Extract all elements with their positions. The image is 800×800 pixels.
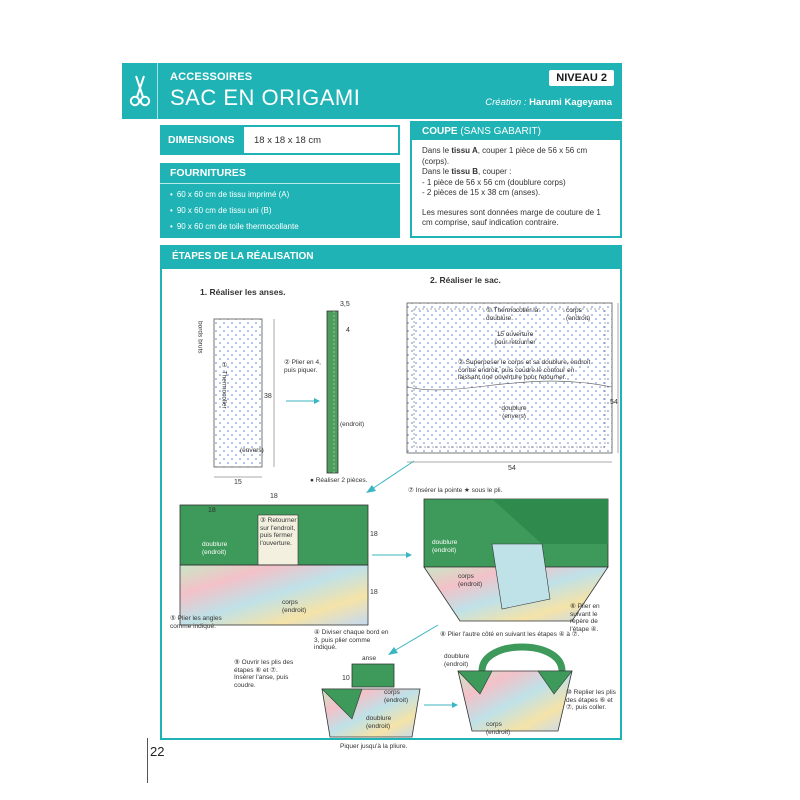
- steps-section: [160, 245, 622, 750]
- dim-18-left: 18: [208, 507, 216, 514]
- dimensions-label: DIMENSIONS: [162, 127, 244, 153]
- level-badge: NIVEAU 2: [549, 70, 614, 86]
- supply-item: • 60 x 60 cm de tissu imprimé (A): [170, 187, 390, 203]
- cut-instructions: [412, 140, 620, 235]
- credit-label: Création :: [485, 97, 530, 108]
- handle-strip-folded: [327, 311, 338, 473]
- dimensions-value: 18 x 18 x 18 cm: [254, 134, 322, 146]
- note-superposer: ② Superposer le corps et sa doublure, endroit contre endroit, puis coudre le contour en laissant une ouverture pour retourner.: [458, 359, 591, 381]
- note-retourner: ③ Retourner sur l'endroit, puis fermer l'ouverture.: [260, 517, 297, 547]
- page-number: 22: [150, 744, 165, 759]
- page-header: [122, 63, 622, 119]
- dim-54-bottom: 54: [508, 465, 516, 472]
- note-corps-endroit-3: corps (endroit): [458, 573, 483, 588]
- note-realiser-2: ● Réaliser 2 pièces.: [310, 477, 368, 484]
- note-ouverture: 15 ouverture pour retourner: [494, 331, 536, 346]
- note-inserer-pointe: ⑦ Insérer la pointe ★ sous le pli.: [408, 487, 503, 494]
- cut-subtitle: (SANS GABARIT): [460, 126, 541, 137]
- note-diviser: ④ Diviser chaque bord en 3, puis plier comme indiqué.: [314, 629, 389, 651]
- dim-18-lower: 18: [370, 589, 378, 596]
- credit-name: Harumi Kageyama: [529, 97, 612, 108]
- step1-heading: 1. Réaliser les anses.: [200, 287, 286, 297]
- dim-4: 4: [346, 327, 350, 334]
- steps-title: ÉTAPES DE LA RÉALISATION: [162, 247, 620, 269]
- cut-text: Dans le: [422, 167, 452, 176]
- cut-text: Dans le: [422, 146, 452, 155]
- supply-item: • 90 x 60 cm de tissu uni (B): [170, 203, 390, 219]
- cut-title-main: COUPE: [422, 126, 458, 137]
- note-endroit-handle: (endroit): [340, 421, 365, 428]
- note-plier-autre: ⑧ Plier l'autre côté en suivant les étapes ④ à ⑦.: [440, 631, 580, 638]
- dim-3-5: 3,5: [340, 301, 350, 308]
- note-thermocoller-doublure: ① Thermocoller la doublure.: [486, 307, 539, 322]
- supplies-list: [160, 184, 400, 238]
- cut-text: , couper :: [478, 167, 512, 176]
- note-doublure-endroit-4: doublure (endroit): [444, 653, 470, 668]
- note-anse: anse: [362, 655, 377, 662]
- bag-handle-insert: [352, 664, 394, 687]
- cut-text: , couper 1 pièce de 56 x 56 cm (corps).: [422, 146, 588, 166]
- dim-10: 10: [342, 675, 350, 682]
- scissors-icon: [122, 63, 158, 119]
- supply-item: • 90 x 60 cm de toile thermocollante: [170, 219, 390, 235]
- fabric-a: tissu A: [451, 146, 478, 155]
- supplies-box: [160, 163, 400, 238]
- dim-18-right: 18: [370, 531, 378, 538]
- note-replier: ⑩ Replier les plis des étapes ⑥ et ⑦, puis coller.: [566, 689, 616, 711]
- note-plier-repere: ⑥ Plier en suivant le repère de l'étape ④.: [570, 603, 600, 633]
- fabric-b: tissu B: [451, 167, 479, 176]
- note-doublure-endroit-3: doublure (endroit): [366, 715, 392, 730]
- note-piquer-pliure: Piquer jusqu'à la pliure.: [340, 743, 408, 750]
- page-margin-line: [147, 738, 148, 783]
- cut-text: - 2 pièces de 15 x 38 cm (anses).: [422, 188, 541, 197]
- page-title: SAC EN ORIGAMI: [170, 85, 361, 110]
- cut-box: [410, 121, 622, 238]
- note-doublure-envers: doublure (envers): [501, 405, 527, 420]
- steps-illustration: [162, 269, 620, 750]
- cut-title: [412, 123, 620, 140]
- note-plier-angles: ⑤ Plier les angles comme indiqué.: [170, 615, 222, 630]
- supplies-title: FOURNITURES: [160, 163, 400, 184]
- note-doublure-endroit-2: doublure (endroit): [432, 539, 458, 554]
- dim-38: 38: [264, 393, 272, 400]
- note-thermocoller-strip: ① Thermocoller: [220, 361, 228, 409]
- finished-bag-handle: [482, 647, 562, 671]
- credit: [485, 97, 612, 108]
- note-plier-en-4: ② Plier en 4, puis piquer.: [284, 359, 321, 374]
- step2-heading: 2. Réaliser le sac.: [430, 275, 501, 285]
- note-envers: (envers): [240, 447, 264, 454]
- dim-15: 15: [234, 479, 242, 486]
- note-corps-endroit-2: corps (endroit): [282, 599, 307, 614]
- category-label: ACCESSOIRES: [170, 71, 253, 83]
- note-ouvrir-plis: ⑨ Ouvrir les plis des étapes ⑥ et ⑦. Insérer l'anse, puis coudre.: [234, 659, 294, 689]
- cut-text: - 1 pièce de 56 x 56 cm (doublure corps): [422, 177, 566, 187]
- note-bords-bruts: bords bruts: [196, 321, 204, 354]
- note-corps-endroit-4: corps (endroit): [384, 689, 409, 704]
- note-doublure-endroit: doublure (endroit): [202, 541, 228, 556]
- note-corps-endroit-5: corps (endroit): [486, 721, 511, 736]
- dimensions-box: [160, 125, 400, 155]
- note-corps-endroit: corps (endroit): [566, 307, 591, 322]
- cut-note: Les mesures sont données marge de couture de 1 cm comprise, sauf indication contraire.: [422, 207, 601, 227]
- dim-54-side: 54: [610, 399, 618, 406]
- illustration-svg: [162, 269, 624, 740]
- dim-18-top: 18: [270, 493, 278, 500]
